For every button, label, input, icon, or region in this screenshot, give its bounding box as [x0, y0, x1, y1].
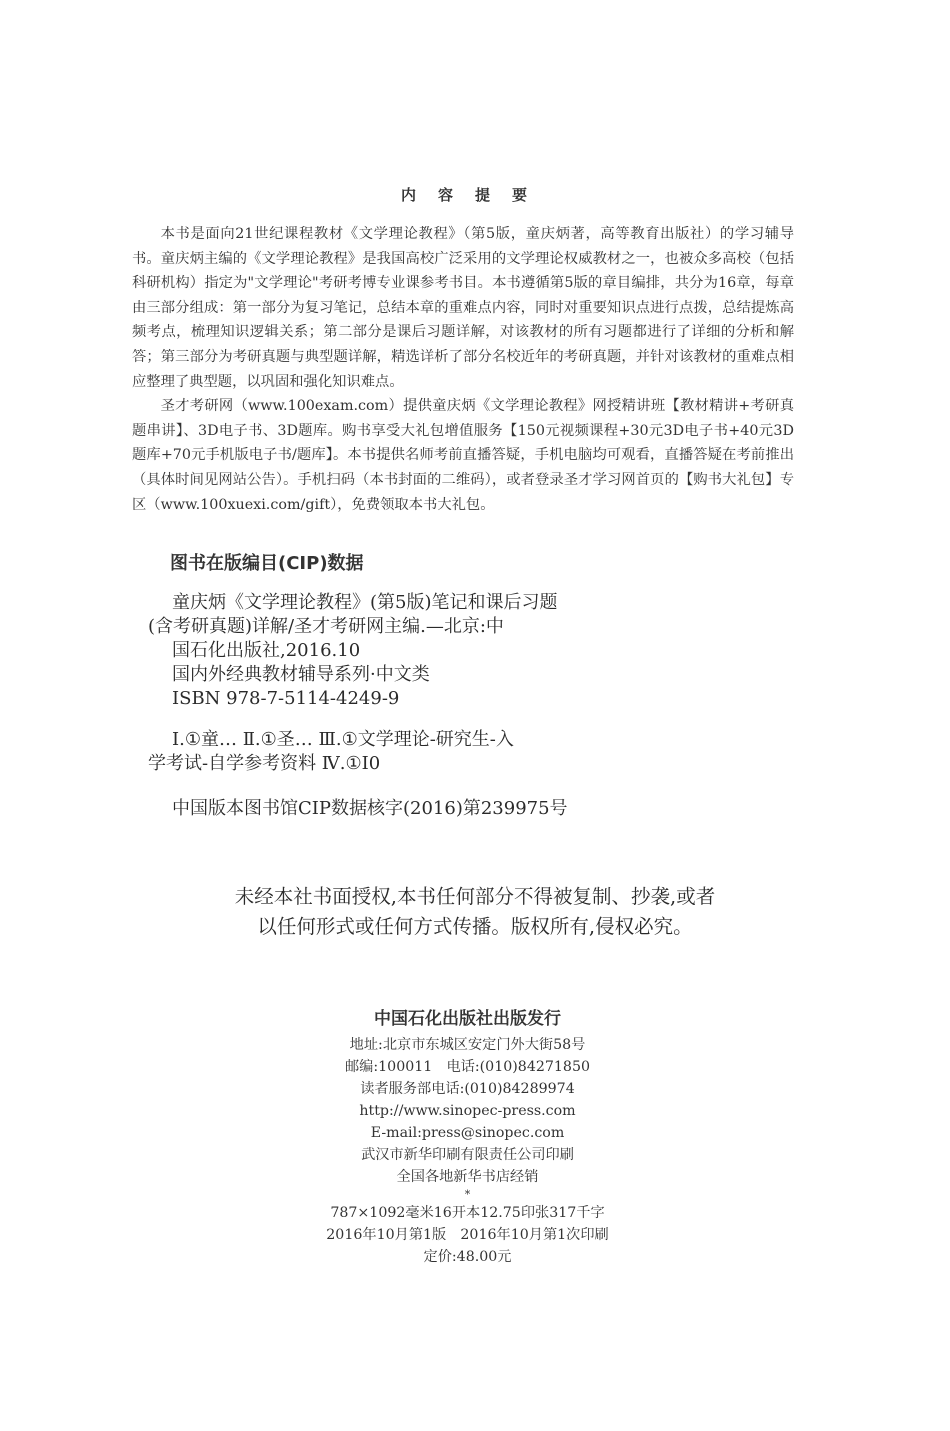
printer: 武汉市新华印刷有限责任公司印刷	[361, 1147, 574, 1163]
edition-info: 2016年10月第1版 2016年10月第1次印刷	[326, 1227, 609, 1243]
publisher-postcode-phone: 邮编:100011 电话:(010)84271850	[344, 1059, 591, 1075]
publisher-info	[0, 1005, 935, 1268]
copyright-line-2: 以任何形式或任何方式传播。版权所有,侵权必究。	[257, 915, 693, 938]
copyright-line-1: 未经本社书面授权,本书任何部分不得被复制、抄袭,或者	[234, 885, 716, 908]
abstract-section	[132, 222, 794, 517]
cip-heading: 图书在版编目(CIP)数据	[170, 553, 364, 574]
publisher-address: 地址:北京市东城区安定门外大街58号	[349, 1037, 586, 1053]
publisher-name: 中国石化出版社出版发行	[374, 1009, 561, 1029]
cip-data-block	[148, 591, 628, 821]
cip-series: 国内外经典教材辅导系列·中文类	[172, 664, 430, 685]
separator-star: *	[464, 1188, 471, 1201]
distributor: 全国各地新华书店经销	[396, 1169, 539, 1185]
cip-title-line-2: (含考研真题)详解/圣才考研网主编.—北京:中	[148, 616, 504, 637]
abstract-paragraph-1: 本书是面向21世纪课程教材《文学理论教程》（第5版，童庆炳著，高等教育出版社）的学习辅导书。童庆炳主编的《文学理论教程》是我国高校广泛采用的文学理论权威教材之一，也被众多高校（包括科研机构）指定为"文学理论"考研考博专业课参考书目。本书遵循第5版的章目编排，共分为16章，每章由三部分组成：第一部分为复习笔记，总结本章的重难点内容，同时对重要知识点进行点拨，总结提炼高频考点，梳理知识逻辑关系；第二部分是课后习题详解，对该教材的所有习题都进行了详细的分析和解答；第三部分为考研真题与典型题详解，精选详析了部分名校近年的考研真题，并针对该教材的重难点相应整理了典型题，以巩固和强化知识难点。	[132, 226, 794, 390]
cip-classification-line-2: 学考试-自学参考资料 Ⅳ.①I0	[148, 753, 381, 774]
cip-number: 中国版本图书馆CIP数据核字(2016)第239975号	[172, 798, 568, 819]
book-format: 787×1092毫米16开本12.75印张317千字	[330, 1205, 605, 1221]
publisher-website: http://www.sinopec-press.com	[359, 1103, 576, 1119]
price: 定价:48.00元	[423, 1249, 512, 1265]
cip-title-line-3: 国石化出版社,2016.10	[172, 640, 361, 661]
abstract-title: 内容提要	[400, 186, 549, 204]
cip-classification-line-1: Ⅰ.①童… Ⅱ.①圣… Ⅲ.①文学理论-研究生-入	[172, 729, 514, 750]
copyright-notice	[0, 882, 950, 942]
abstract-paragraph-2: 圣才考研网（www.100exam.com）提供童庆炳《文学理论教程》网授精讲班【教材精讲+考研真题串讲】、3D电子书、3D题库。购书享受大礼包增值服务【150元视频课程+30元3D电子书+40元3D题库+70元手机版电子书/题库】。本书提供名师考前直播答疑，手机电脑均可观看，直播答疑在考前推出（具体时间见网站公告）。手机扫码（本书封面的二维码），或者登录圣才学习网首页的【购书大礼包】专区（www.100xuexi.com/gift），免费领取本书大礼包。	[132, 398, 794, 513]
reader-service-phone: 读者服务部电话:(010)84289974	[360, 1081, 575, 1097]
publisher-email: E-mail:press@sinopec.com	[370, 1125, 565, 1141]
cip-isbn: ISBN 978-7-5114-4249-9	[172, 688, 400, 709]
cip-title-line-1: 童庆炳《文学理论教程》(第5版)笔记和课后习题	[172, 592, 558, 613]
